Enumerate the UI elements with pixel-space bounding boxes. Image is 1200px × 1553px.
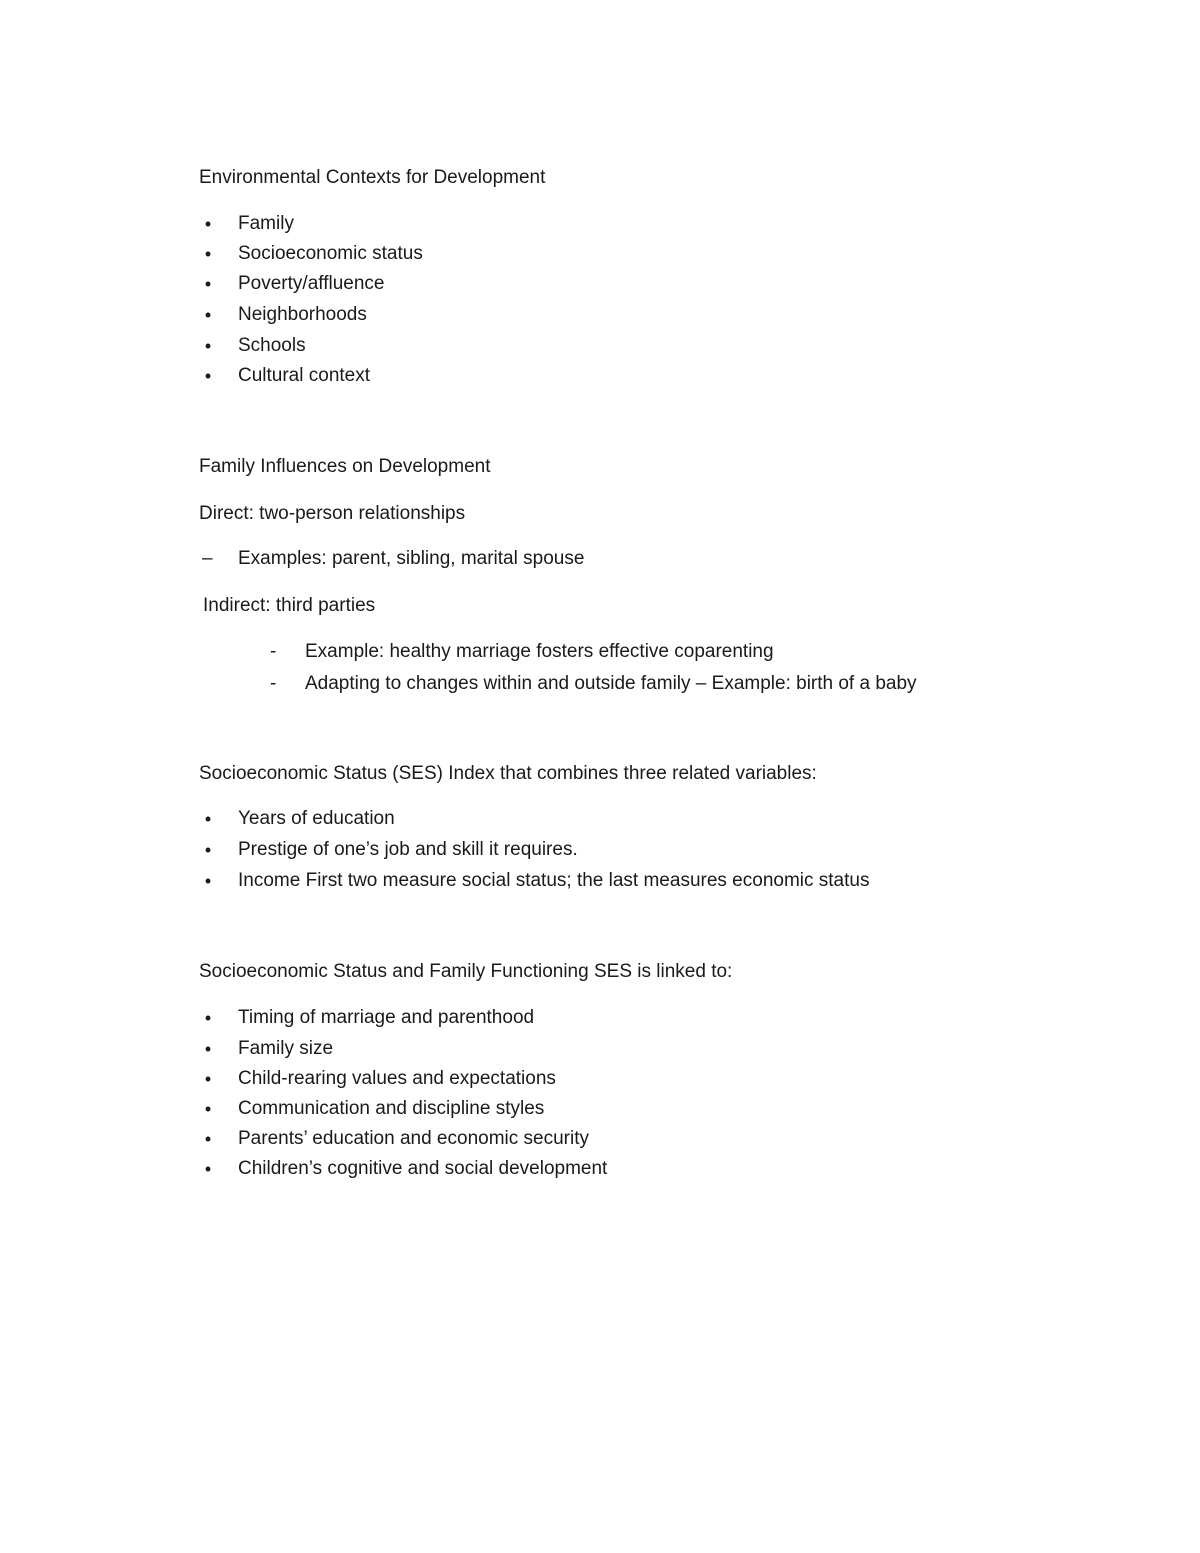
bullet-icon: •: [204, 244, 212, 264]
bullet-icon: •: [204, 336, 212, 356]
list-item: Poverty/affluence: [238, 273, 385, 294]
bullet-icon: •: [204, 274, 212, 294]
bullet-icon: •: [204, 1008, 212, 1028]
direct-label: Direct: two-person relationships: [199, 503, 466, 524]
bullet-icon: •: [204, 305, 212, 325]
bullet-icon: •: [204, 1039, 212, 1059]
section-heading: Socioeconomic Status and Family Functioning SES is linked to:: [199, 961, 733, 982]
list-item: Communication and discipline styles: [238, 1098, 545, 1119]
bullet-icon: •: [204, 840, 212, 860]
bullet-icon: •: [204, 1129, 212, 1149]
list-item: Example: healthy marriage fosters effective coparenting: [305, 641, 774, 662]
bullet-icon: •: [204, 1159, 212, 1179]
hyphen-icon: -: [270, 673, 277, 694]
dash-icon: –: [202, 548, 213, 569]
list-item: Timing of marriage and parenthood: [238, 1007, 535, 1028]
section-heading: Family Influences on Development: [199, 456, 491, 477]
list-item: Examples: parent, sibling, marital spouse: [238, 548, 585, 569]
bullet-icon: •: [204, 1099, 212, 1119]
section-heading: Socioeconomic Status (SES) Index that combines three related variables:: [199, 763, 817, 784]
list-item: Prestige of one’s job and skill it requires.: [238, 839, 578, 860]
bullet-icon: •: [204, 1069, 212, 1089]
bullet-icon: •: [204, 366, 212, 386]
list-item: Years of education: [238, 808, 395, 829]
list-item: Income First two measure social status; the last measures economic status: [238, 870, 870, 891]
hyphen-icon: -: [270, 641, 277, 662]
list-item: Adapting to changes within and outside family – Example: birth of a baby: [305, 673, 917, 694]
list-item: Neighborhoods: [238, 304, 367, 325]
list-item: Parents’ education and economic security: [238, 1128, 589, 1149]
list-item: Children’s cognitive and social development: [238, 1158, 608, 1179]
list-item: Family: [238, 213, 294, 234]
list-item: Schools: [238, 335, 306, 356]
section-heading: Environmental Contexts for Development: [199, 167, 546, 188]
list-item: Cultural context: [238, 365, 371, 386]
bullet-icon: •: [204, 809, 212, 829]
list-item: Child-rearing values and expectations: [238, 1068, 556, 1089]
bullet-icon: •: [204, 871, 212, 891]
list-item: Socioeconomic status: [238, 243, 423, 264]
bullet-icon: •: [204, 214, 212, 234]
indirect-label: Indirect: third parties: [203, 595, 376, 616]
list-item: Family size: [238, 1038, 334, 1059]
